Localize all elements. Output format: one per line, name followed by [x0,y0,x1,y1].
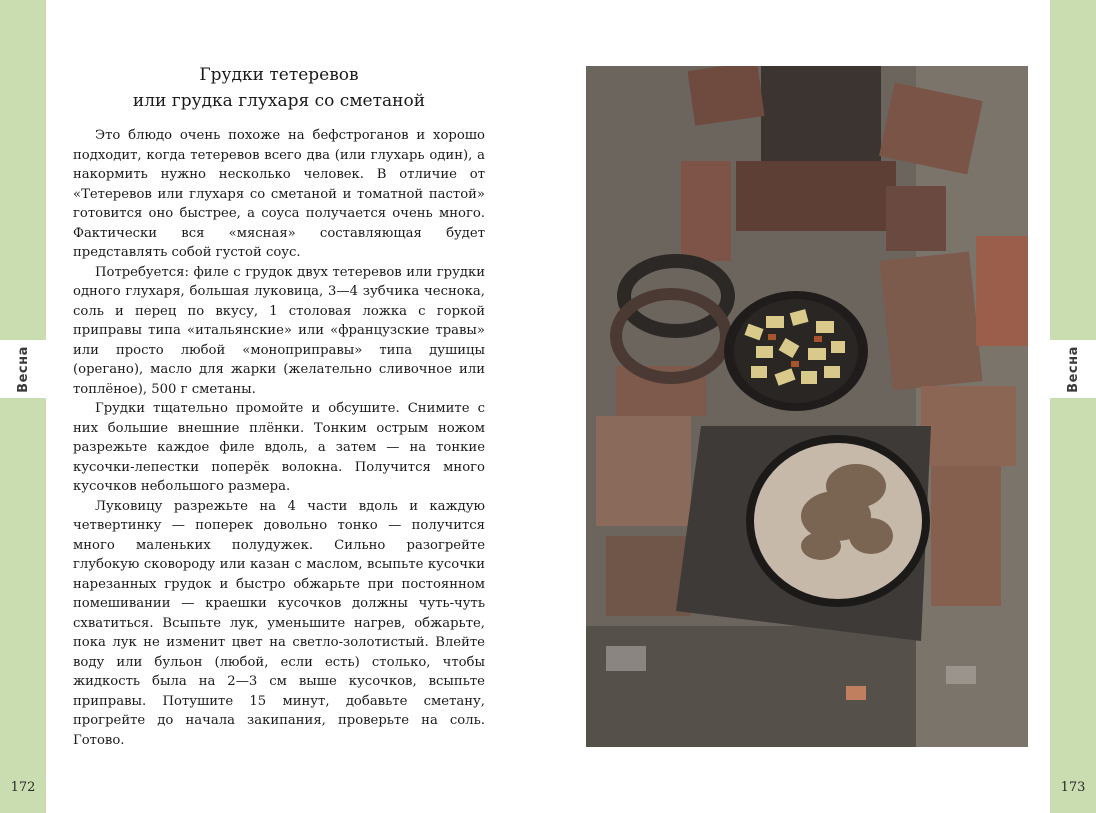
paragraph: Потребуется: филе с грудок двух тетеревов или грудки одного глухаря, большая луковица, 3—4 зубчика чеснока, соль и перец по вкусу, 1 столовая ложка с горкой приправы типа «итальянские» или «французские травы» или просто любой «моноприправы» типа душицы (орегано), масло для жарки (желательно сливочное или топлёное), 500 г сметаны. [73,264,485,397]
margin-strip [1050,398,1096,761]
section-label: Весна [15,345,31,393]
title-line: или грудка глухаря со сметаной [132,91,426,111]
page-number-right: 173 [1050,761,1096,813]
page-number-left: 172 [0,761,46,813]
recipe-title [73,62,485,114]
margin-strip [0,0,46,340]
section-tab-left [0,340,46,398]
section-label: Весна [1065,345,1081,393]
title-line: Грудки тетеревов [199,65,359,85]
section-tab-right [1050,340,1096,398]
margin-strip [0,398,46,761]
margin-strip [1050,0,1096,340]
photo-icon [586,66,1028,747]
paragraph: Это блюдо очень похоже на бефстроганов и хорошо подходит, когда тетеревов всего два (или глухарь один), а накормить нужно несколько человек. В отличие от «Тетеревов или глухаря со сметаной и томатной пастой» готовится оно быстрее, а соуса получается очень много. Фактически вся «мясная» составляющая будет представлять собой густой соус. [73,128,485,260]
paragraph: Луковицу разрежьте на 4 части вдоль и каждую четвертинку — поперек довольно тонко — получится много маленьких полудужек. Сильно разогрейте глубокую сковороду или казан с маслом, всыпьте кусочки нарезанных грудок и быстро обжарьте при постоянном помешивании — краешки кусочков должны чуть-чуть схватиться. Всыпьте лук, уменьшите нагрев, обжарьте, пока лук не изменит цвет на светло-золотистый. Влейте воду или бульон (любой, если есть) столько, чтобы жидкость была на 2—3 см выше кусочков, всыпьте приправы. Потушите 15 минут, добавьте сметану, прогрейте до начала закипания, проверьте на соль. Готово. [73,498,485,748]
cooking-photo [586,66,1028,747]
recipe-body [73,126,485,750]
paragraph: Грудки тщательно промойте и обсушите. Снимите с них большие внешние плёнки. Тонким острым ножом разрежьте каждое филе вдоль, а затем — на тонкие кусочки-лепестки поперёк волокна. Получится много кусочков небольшого размера. [73,401,485,494]
